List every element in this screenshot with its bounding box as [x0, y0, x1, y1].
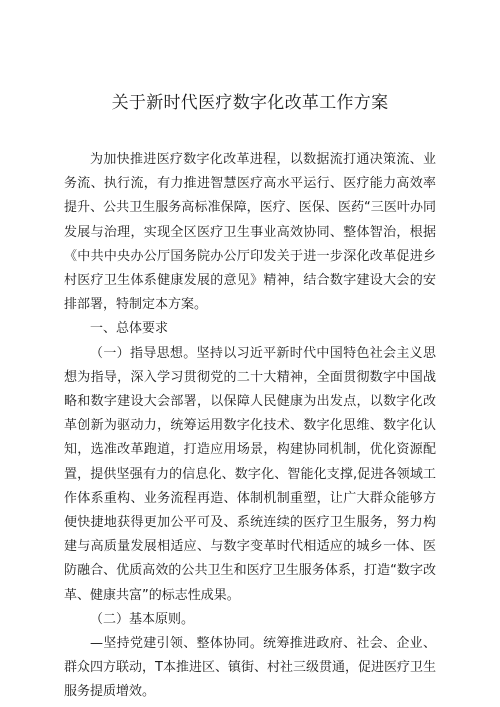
intro-paragraph: 为加快推进医疗数字化改革进程，以数据流打通决策流、业务流、执行流，有力推进智慧医疗高水平运行、医疗能力高效率提升、公共卫生服务高标准保障，医疗、医保、医药“三医叶办同发展与治理，实现全区医疗卫生事业高效协同、整体智治，根据《中共中央办公厅国务院办公厅印发关于进一步深化改革促进乡村医疗卫生体系健康发展的意见》精神，结合数字建设大会的安排部署，特制定本方案。 [64, 152, 436, 313]
guiding-ideology-paragraph: （一）指导思想。坚持以习近平新时代中国特色社会主义思想为指导，深入学习贯彻党的二十大精神，全面贯彻数字中国战略和数字建设大会部署，以保障人民健康为出发点，以数字化改革创新为驱动力，统筹运用数字化技术、数字化思维、数字化认知，选准改革跑道，打造应用场景，构建协同机制，优化资源配置，提供坚强有力的信息化、数字化、智能化支撑,促进各领域工作体系重构、业务流程再造、体制机制重塑，让广大群众能够方便快捷地获得更加公平可及、系统连续的医疗卫生服务，努力构建与高质量发展相适应、与数字变革时代相适应的城乡一体、医防融合、优质高效的公共卫生和医疗卫生服务体系，打造“数字改革、健康共富”的标志性成果。 [64, 345, 436, 603]
principle-paragraph: —坚持党建引领、整体协同。统筹推进政府、社会、企业、群众四方联动，T本推进区、镇街、村社三级贯通，促进医疗卫生服务提质增效。 [64, 636, 436, 700]
subsection-heading-basic-principles: （二）基本原则。 [90, 611, 195, 627]
section-heading-general-requirements: 一、总体要求 [90, 321, 169, 337]
document-title: 关于新时代医疗数字化改革工作方案 [111, 93, 389, 113]
